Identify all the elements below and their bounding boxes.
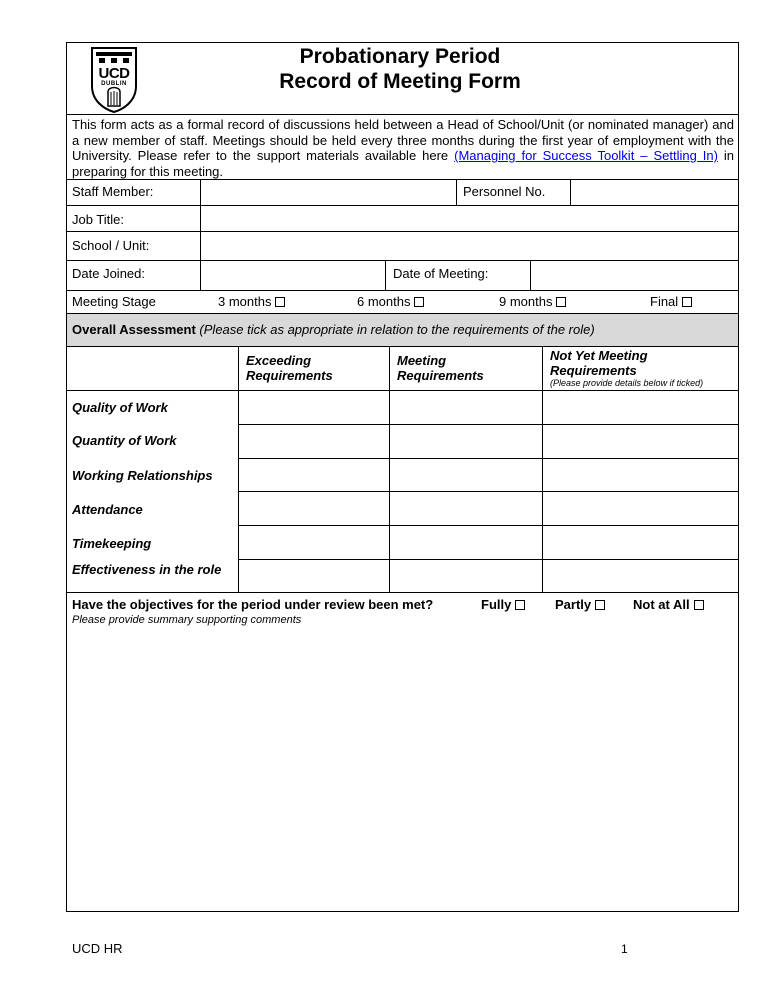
intro-text: This form acts as a formal record of discussions held between a Head of School/Unit (or nominated manager) and a new member of staff. Meetings should be held every three months during the first year of employment with the University. Please refer to the support materials available here: [72, 117, 734, 163]
stage-option-6-months[interactable]: [357, 294, 424, 309]
logo-text-top: UCD: [98, 65, 130, 82]
intro-paragraph: [72, 117, 734, 179]
date-of-meeting-field[interactable]: [531, 261, 738, 290]
personnel-no-field[interactable]: [571, 180, 738, 205]
checkbox-icon[interactable]: [595, 600, 605, 610]
comment-prompt: Please provide summary supporting comments: [72, 614, 302, 626]
stage-3-months-label: 3 months: [218, 294, 272, 309]
checkbox-icon[interactable]: [682, 297, 692, 307]
intro-text-end: in preparing for this meeting.: [72, 148, 735, 179]
tick-cell-quality-meeting[interactable]: [390, 391, 541, 423]
assessment-heading-note: (Please tick as appropriate in relation to the requirements of the role): [195, 322, 595, 337]
row-timekeeping: Timekeeping: [72, 536, 152, 551]
job-title-label: Job Title:: [72, 212, 125, 227]
objectives-question: Have the objectives for the period under review been met?: [72, 597, 434, 612]
date-joined-label: Date Joined:: [72, 266, 145, 281]
assessment-heading: [72, 322, 595, 337]
personnel-no-label: Personnel No.: [463, 184, 546, 199]
staff-member-label: Staff Member:: [72, 184, 154, 199]
column-not-yet-meeting: Not Yet Meeting Requirements: [550, 348, 648, 378]
toolkit-link[interactable]: (Managing for Success Toolkit – Settling In): [454, 148, 718, 163]
ucd-logo: [90, 46, 138, 114]
school-unit-field[interactable]: [201, 232, 738, 260]
meeting-stage-label: Meeting Stage: [72, 294, 156, 309]
checkbox-icon[interactable]: [275, 297, 285, 307]
checkbox-icon[interactable]: [414, 297, 424, 307]
column-not-yet-note: (Please provide details below if ticked): [550, 378, 704, 388]
page-title: [220, 44, 580, 94]
checkbox-icon[interactable]: [515, 600, 525, 610]
logo-text-bottom: DUBLIN: [101, 81, 127, 87]
option-fully-label: Fully: [481, 597, 512, 612]
job-title-field[interactable]: [201, 206, 738, 231]
tick-cell-quality-exceeding[interactable]: [239, 391, 388, 423]
column-exceeding-requirements: Exceeding Requirements: [246, 353, 333, 383]
column-meeting-requirements: Meeting Requirements: [397, 353, 484, 383]
option-partly-label: Partly: [555, 597, 592, 612]
row-quality-of-work: Quality of Work: [72, 400, 168, 415]
assessment-heading-bold: Overall Assessment: [72, 322, 196, 337]
row-effectiveness-in-role: Effectiveness in the role: [72, 562, 222, 577]
stage-option-final[interactable]: [650, 294, 692, 309]
title-line-2: Record of Meeting Form: [279, 70, 521, 93]
checkbox-icon[interactable]: [556, 297, 566, 307]
row-attendance: Attendance: [72, 502, 143, 517]
objectives-option-not-at-all[interactable]: [633, 597, 704, 612]
objectives-option-fully[interactable]: [481, 597, 525, 612]
title-line-1: Probationary Period: [299, 45, 501, 68]
stage-option-9-months[interactable]: [499, 294, 566, 309]
option-not-at-all-label: Not at All: [633, 597, 690, 612]
stage-option-3-months[interactable]: [218, 294, 285, 309]
stage-final-label: Final: [650, 294, 679, 309]
comments-textarea[interactable]: [67, 630, 738, 910]
date-of-meeting-label: Date of Meeting:: [393, 266, 489, 281]
objectives-option-partly[interactable]: [555, 597, 605, 612]
stage-9-months-label: 9 months: [499, 294, 553, 309]
school-unit-label: School / Unit:: [72, 238, 150, 253]
page-number: 1: [621, 942, 628, 956]
footer-left: UCD HR: [72, 941, 123, 956]
checkbox-icon[interactable]: [694, 600, 704, 610]
stage-6-months-label: 6 months: [357, 294, 411, 309]
row-working-relationships: Working Relationships: [72, 468, 213, 483]
row-quantity-of-work: Quantity of Work: [72, 433, 177, 448]
tick-cell-quality-not-yet[interactable]: [543, 391, 738, 423]
staff-member-field[interactable]: [201, 180, 455, 205]
date-joined-field[interactable]: [201, 261, 384, 290]
